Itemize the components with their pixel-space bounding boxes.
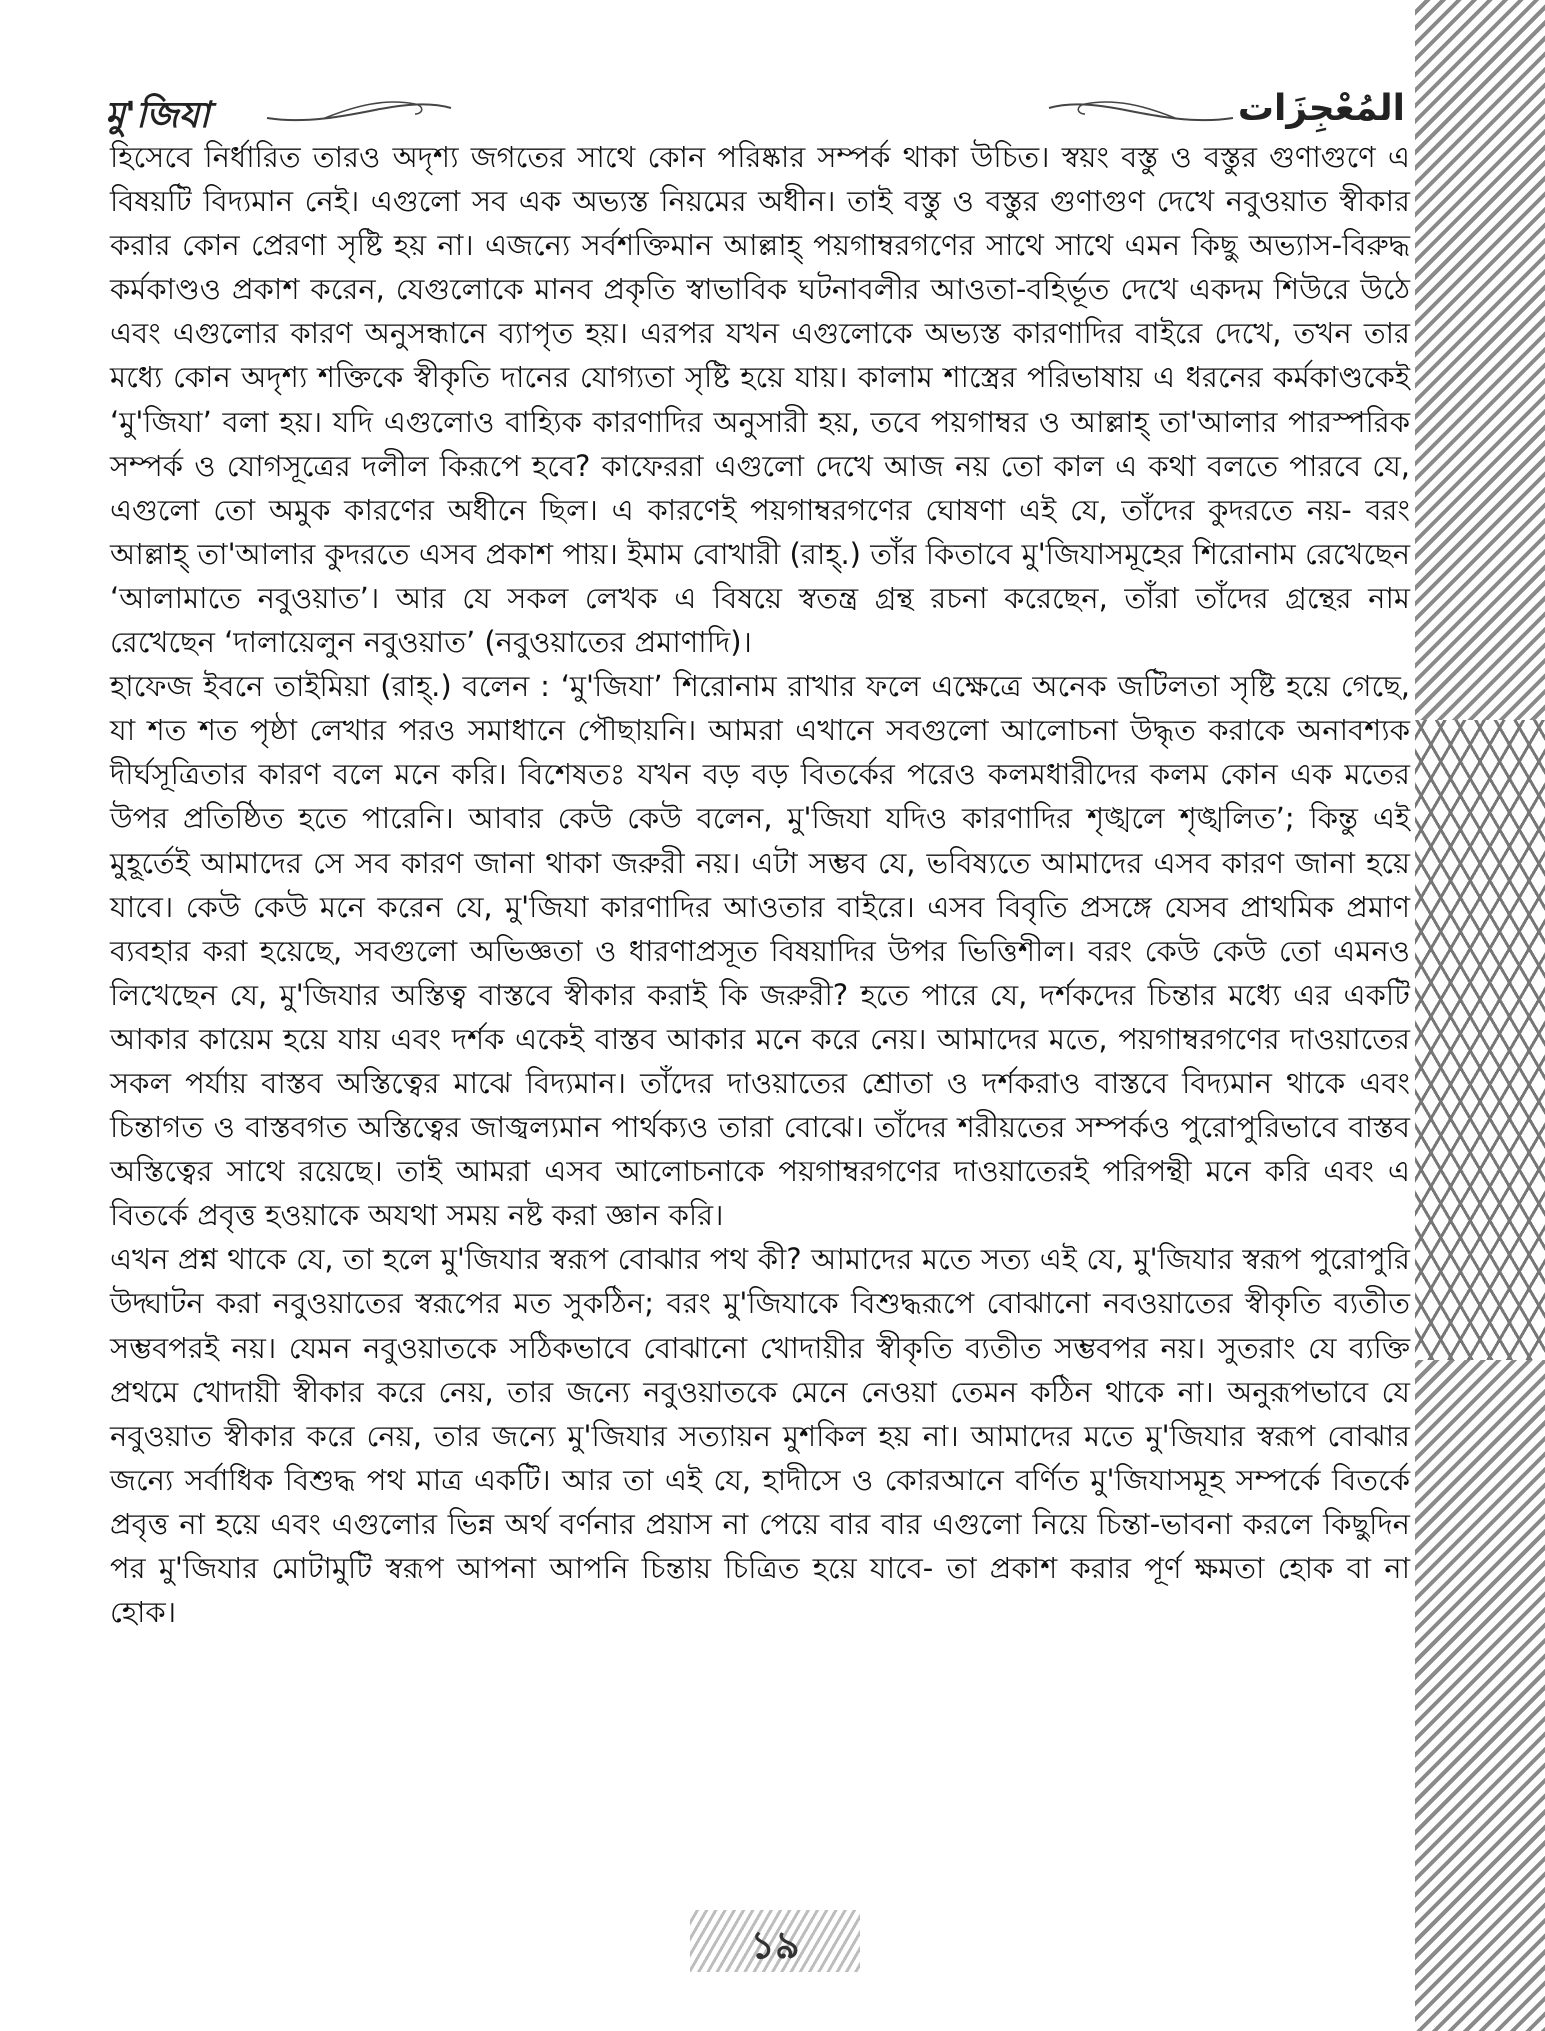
flourish-right-icon <box>1045 96 1235 126</box>
flourish-left-icon <box>265 96 455 126</box>
paragraph-3: এখন প্রশ্ন থাকে যে, তা হলে মু'জিযার স্বরূপ বোঝার পথ কী? আমাদের মতে সত্য এই যে, মু'জিযার স্বরূপ পুরোপুরি উদ্ঘাটন করা নবুওয়াতের স্বরূপের মত সুকঠিন; বরং মু'জিযাকে বিশুদ্ধরূপে বোঝানো নবওয়াতের স্বীকৃতি ব্যতীত সম্ভবপরই নয়। যেমন নবুওয়াতকে সঠিকভাবে বোঝানো খোদায়ীর স্বীকৃতি ব্যতীত সম্ভবপর নয়। সুতরাং যে ব্যক্তি প্রথমে খোদায়ী স্বীকার করে নেয়, তার জন্যে নবুওয়াতকে মেনে নেওয়া তেমন কঠিন থাকে না। অনুরূপভাবে যে নবুওয়াত স্বীকার করে নেয়, তার জন্যে মু'জিযার সত্যায়ন মুশকিল হয় না। আমাদের মতে মু'জিযার স্বরূপ বোঝার জন্যে সর্বাধিক বিশুদ্ধ পথ মাত্র একটি। আর তা এই যে, হাদীসে ও কোরআনে বর্ণিত মু'জিযাসমূহ সম্পর্কে বিতর্কে প্রবৃত্ত না হয়ে এবং এগুলোর ভিন্ন অর্থ বর্ণনার প্রয়াস না পেয়ে বার বার এগুলো নিয়ে চিন্তা-ভাবনা করলে কিছুদিন পর মু'জিযার মোটামুটি স্বরূপ আপনা আপনি চিন্তায় চিত্রিত হয়ে যাবে- তা প্রকাশ করার পূর্ণ ক্ষমতা হোক বা না হোক। <box>110 1242 1410 1630</box>
decorative-geometric-pattern <box>1415 720 1545 1360</box>
main-text <box>110 135 1410 1634</box>
page-header <box>105 88 1405 134</box>
header-right-title: المُعْجِزَات <box>1237 88 1405 129</box>
header-left-title: মু'জিযা <box>105 95 210 136</box>
page-number-badge <box>690 1910 860 1972</box>
paragraph-2: হাফেজ ইবনে তাইমিয়া (রাহ্.) বলেন : ‘মু'জিযা’ শিরোনাম রাখার ফলে এক্ষেত্রে অনেক জটিলতা সৃষ্টি হয়ে গেছে, যা শত শত পৃষ্ঠা লেখার পরও সমাধানে পৌছায়নি। আমরা এখানে সবগুলো আলোচনা উদ্ধৃত করাকে অনাবশ্যক দীর্ঘসূত্রিতার কারণ বলে মনে করি। বিশেষতঃ যখন বড় বড় বিতর্কের পরেও কলমধারীদের কলম কোন এক মতের উপর প্রতিষ্ঠিত হতে পারেনি। আবার কেউ কেউ বলেন, মু'জিযা যদিও কারণাদির শৃঙ্খলে শৃঙ্খলিত’; কিন্তু এই মুহূর্তেই আমাদের সে সব কারণ জানা থাকা জরুরী নয়। এটা সম্ভব যে, ভবিষ্যতে আমাদের এসব কারণ জানা হয়ে যাবে। কেউ কেউ মনে করেন যে, মু'জিযা কারণাদির আওতার বাইরে। এসব বিবৃতি প্রসঙ্গে যেসব প্রাথমিক প্রমাণ ব্যবহার করা হয়েছে, সবগুলো অভিজ্ঞতা ও ধারণাপ্রসূত বিষয়াদির উপর ভিত্তিশীল। বরং কেউ কেউ তো এমনও লিখেছেন যে, মু'জিযার অস্তিত্ব বাস্তবে স্বীকার করাই কি জরুরী? হতে পারে যে, দর্শকদের চিন্তার মধ্যে এর একটি আকার কায়েম হয়ে যায় এবং দর্শক একেই বাস্তব আকার মনে করে নেয়। আমাদের মতে, পয়গাম্বরগণের দাওয়াতের সকল পর্যায় বাস্তব অস্তিত্বের মাঝে বিদ্যমান। তাঁদের দাওয়াতের শ্রোতা ও দর্শকরাও বাস্তবে বিদ্যমান থাকে এবং চিন্তাগত ও বাস্তবগত অস্তিত্বের জাজ্বল্যমান পার্থক্যও তারা বোঝে। তাঁদের শরীয়তের সম্পর্কও পুরোপুরিভাবে বাস্তব অস্তিত্বের সাথে রয়েছে। তাই আমরা এসব আলোচনাকে পয়গাম্বরগণের দাওয়াতেরই পরিপন্থী মনে করি এবং এ বিতর্কে প্রবৃত্ত হওয়াকে অযথা সময় নষ্ট করা জ্ঞান করি। <box>110 669 1410 1233</box>
page-number: ১৯ <box>750 1923 800 1967</box>
paragraph-1: হিসেবে নির্ধারিত তারও অদৃশ্য জগতের সাথে কোন পরিষ্কার সম্পর্ক থাকা উচিত। স্বয়ং বস্তু ও বস্তুর গুণাগুণে এ বিষয়টি বিদ্যমান নেই। এগুলো সব এক অভ্যস্ত নিয়মের অধীন। তাই বস্তু ও বস্তুর গুণাগুণ দেখে নবুওয়াত স্বীকার করার কোন প্রেরণা সৃষ্টি হয় না। এজন্যে সর্বশক্তিমান আল্লাহ্ পয়গাম্বরগণের সাথে সাথে এমন কিছু অভ্যাস-বিরুদ্ধ কর্মকাণ্ডও প্রকাশ করেন, যেগুলোকে মানব প্রকৃতি স্বাভাবিক ঘটনাবলীর আওতা-বহির্ভূত দেখে একদম শিউরে উঠে এবং এগুলোর কারণ অনুসন্ধানে ব্যাপৃত হয়। এরপর যখন এগুলোকে অভ্যস্ত কারণাদির বাইরে দেখে, তখন তার মধ্যে কোন অদৃশ্য শক্তিকে স্বীকৃতি দানের যোগ্যতা সৃষ্টি হয়ে যায়। কালাম শাস্ত্রের পরিভাষায় এ ধরনের কর্মকাণ্ডকেই ‘মু'জিযা’ বলা হয়। যদি এগুলোও বাহ্যিক কারণাদির অনুসারী হয়, তবে পয়গাম্বর ও আল্লাহ্ তা'আলার পারস্পরিক সম্পর্ক ও যোগসূত্রের দলীল কিরূপে হবে? কাফেররা এগুলো দেখে আজ নয় তো কাল এ কথা বলতে পারবে যে, এগুলো তো অমুক কারণের অধীনে ছিল। এ কারণেই পয়গাম্বরগণের ঘোষণা এই যে, তাঁদের কুদরতে নয়- বরং আল্লাহ্ তা'আলার কুদরতে এসব প্রকাশ পায়। ইমাম বোখারী (রাহ্.) তাঁর কিতাবে মু'জিযাসমূহের শিরোনাম রেখেছেন ‘আলামাতে নবুওয়াত’। আর যে সকল লেখক এ বিষয়ে স্বতন্ত্র গ্রন্থ রচনা করেছেন, তাঁরা তাঁদের গ্রন্থের নাম রেখেছেন ‘দালায়েলুন নবুওয়াত’ (নবুওয়াতের প্রমাণাদি)। <box>110 140 1410 660</box>
